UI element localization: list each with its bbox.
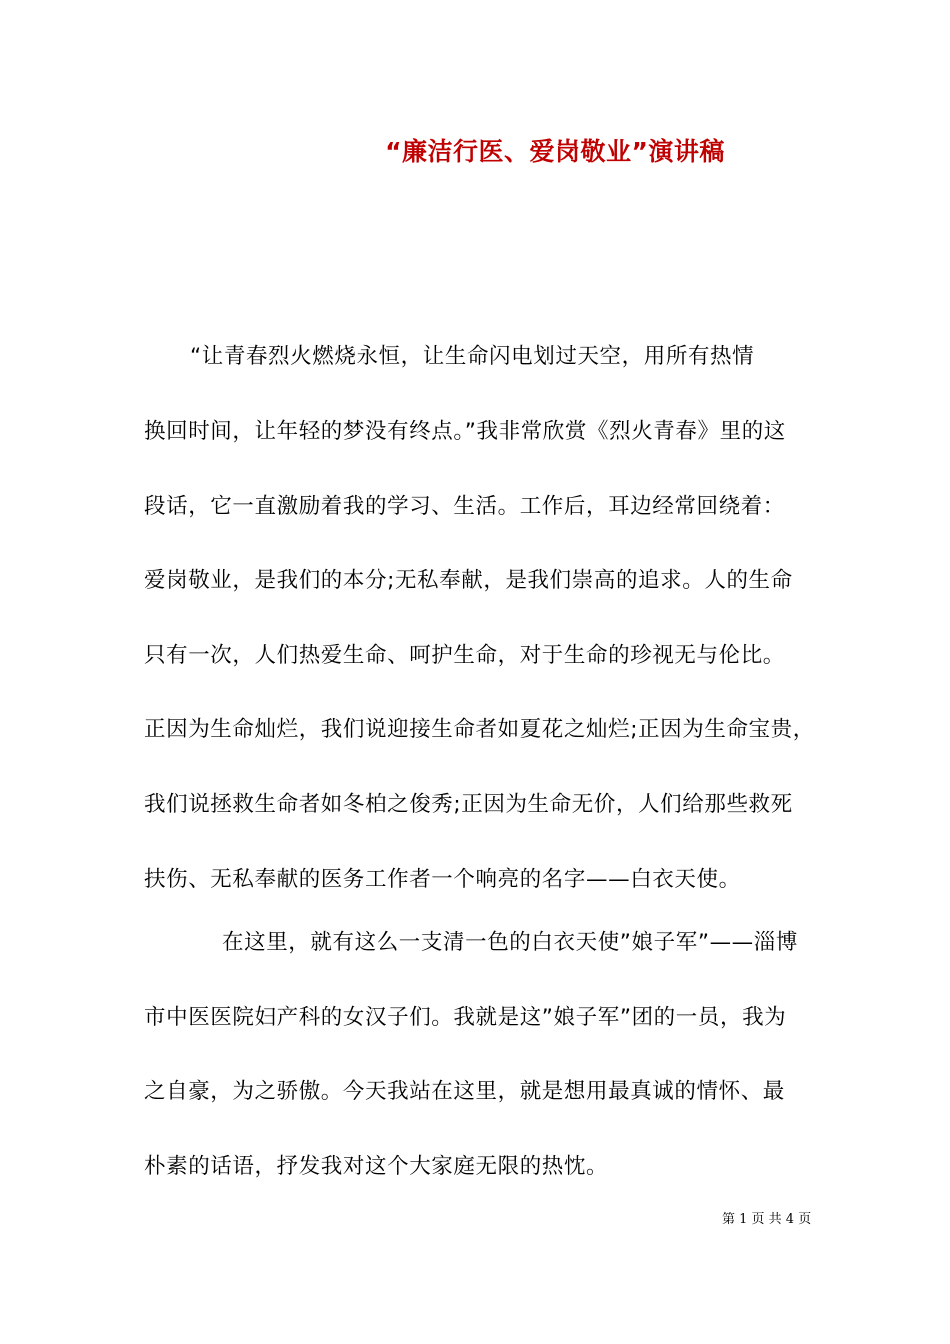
paragraph-line: 爱岗敬业，是我们的本分;无私奉献，是我们崇高的追求。人的生命 (144, 568, 793, 593)
paragraph-line: 只有一次，人们热爱生命、呵护生命，对于生命的珍视无与伦比。 (144, 643, 785, 668)
paragraph-line: 之自豪，为之骄傲。今天我站在这里，就是想用最真诚的情怀、最 (144, 1079, 785, 1104)
paragraph-line: 段话，它一直激励着我的学习、生活。工作后，耳边经常回绕着： (144, 494, 785, 519)
paragraph-line: 扶伤、无私奉献的医务工作者一个响亮的名字——白衣天使。 (144, 867, 741, 892)
document-title: “廉洁行医、爱岗敬业”演讲稿 (385, 137, 725, 166)
paragraph-line: 换回时间，让年轻的梦没有终点。”我非常欣赏《烈火青春》里的这 (144, 419, 786, 444)
paragraph-line: “让青春烈火燃烧永恒，让生命闪电划过天空，用所有热情 (190, 344, 755, 369)
paragraph-line: 在这里，就有这么一支清一色的白衣天使”娘子军”——淄博 (222, 930, 798, 955)
paragraph-line: 正因为生命灿烂，我们说迎接生命者如夏花之灿烂;正因为生命宝贵， (144, 717, 815, 742)
paragraph-line: 朴素的话语，抒发我对这个大家庭无限的热忱。 (144, 1154, 609, 1179)
paragraph-line: 我们说拯救生命者如冬柏之俊秀;正因为生命无价，人们给那些救死 (144, 792, 793, 817)
paragraph-line: 市中医医院妇产科的女汉子们。我就是这”娘子军”团的一员，我为 (144, 1005, 787, 1030)
page-number: 第 1 页 共 4 页 (722, 1212, 812, 1227)
